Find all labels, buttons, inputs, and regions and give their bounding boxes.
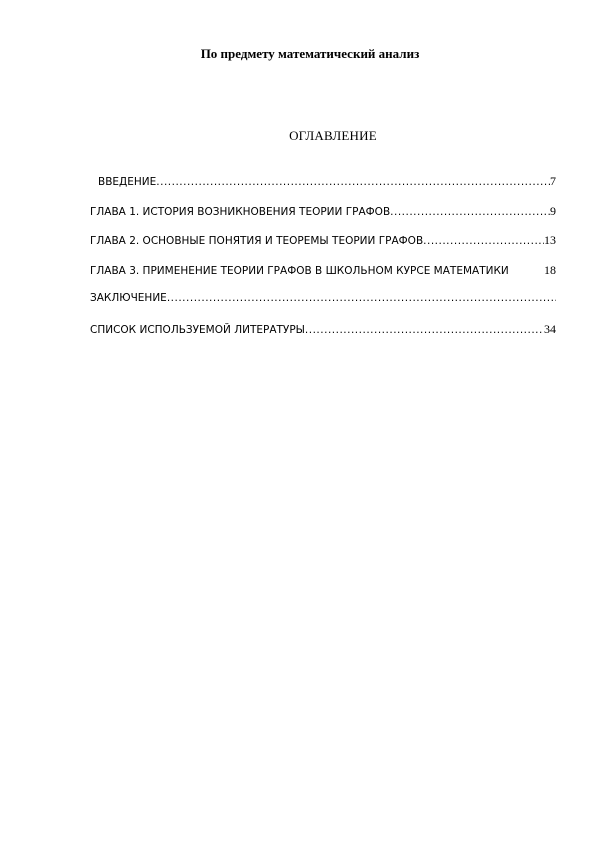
- toc-entry-label: ГЛАВА 2. ОСНОВНЫЕ ПОНЯТИЯ И ТЕОРЕМЫ ТЕОРИИ ГРАФОВ: [90, 235, 424, 247]
- toc-entry-label: ГЛАВА 1. ИСТОРИЯ ВОЗНИКНОВЕНИЯ ТЕОРИИ ГРАФОВ: [90, 205, 391, 218]
- toc-leader-dots: [167, 292, 556, 304]
- toc-leader-dots: [423, 235, 544, 247]
- toc-entry-chapter-3[interactable]: [90, 263, 556, 293]
- toc-title: ОГЛАВЛЕНИЕ: [289, 128, 377, 143]
- toc-entry-chapter-1[interactable]: [90, 204, 556, 234]
- toc-leader-dots: [305, 324, 544, 336]
- toc-entry-conclusion[interactable]: [90, 292, 556, 322]
- toc-entry-label: ВВЕДЕНИЕ: [98, 176, 157, 188]
- subject-heading: По предмету математический анализ: [200, 46, 420, 61]
- toc-entry-page: 13: [544, 233, 556, 247]
- toc-entry-page: 9: [550, 203, 556, 218]
- toc-entry-references[interactable]: [90, 322, 556, 352]
- toc-entry-page: 34: [544, 321, 556, 336]
- toc-entry-label: ГЛАВА 3. ПРИМЕНЕНИЕ ТЕОРИИ ГРАФОВ В ШКОЛЬНОМ КУРСЕ МАТЕМАТИКИ: [90, 264, 509, 277]
- toc-entry-page: 18: [544, 262, 556, 277]
- toc-entry-chapter-2[interactable]: [90, 233, 556, 263]
- toc-leader-dots: [390, 206, 550, 218]
- toc-entry-label: СПИСОК ИСПОЛЬЗУЕМОЙ ЛИТЕРАТУРЫ: [90, 323, 305, 336]
- toc-entry-page: 7: [550, 174, 556, 188]
- toc-entry-label: ЗАКЛЮЧЕНИЕ: [90, 292, 167, 304]
- toc-entry-introduction[interactable]: [90, 174, 556, 204]
- toc-leader-dots: [156, 176, 550, 188]
- table-of-contents: [90, 174, 556, 351]
